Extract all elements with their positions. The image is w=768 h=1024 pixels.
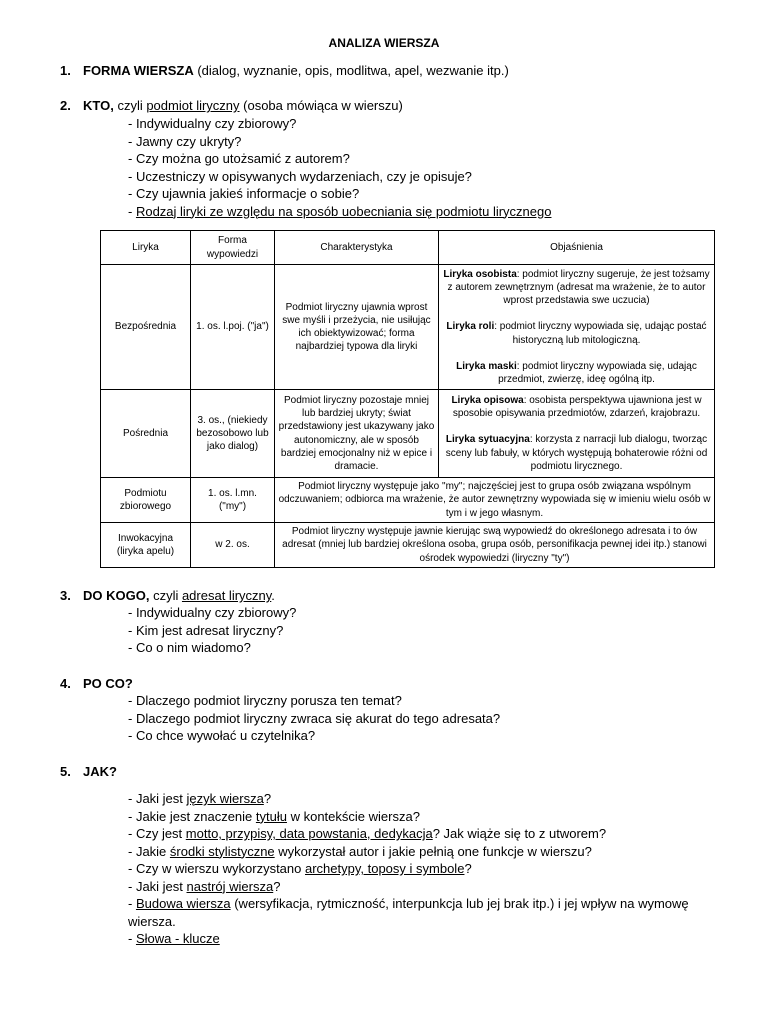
- term-bold: Liryka roli: [446, 321, 495, 333]
- table-header-row: [101, 231, 715, 265]
- list-item: - Czy jest motto, przypisy, data powstania, dedykacja? Jak wiąże się to z utworem?: [128, 826, 607, 841]
- section-heading: PO CO?: [83, 676, 133, 691]
- section-heading: KTO,: [83, 98, 114, 113]
- table-header: Objaśnienia: [439, 231, 715, 265]
- table-cell: Podmiot liryczny występuje jako "my"; najczęściej jest to grupa osób związana wspólnym odczuwaniem; odbiorca ma wrażenie, że autor zewnętrzny wypowiada się w imieniu wielu osób w tym i w jego własnym.: [275, 478, 715, 523]
- term-link: środki stylistyczne: [169, 843, 275, 859]
- section-heading: FORMA WIERSZA: [83, 63, 194, 78]
- list-item: [128, 203, 728, 221]
- term-link: tytułu: [255, 808, 287, 824]
- section-number: 1.: [60, 63, 71, 78]
- list-item: - Co o nim wiadomo?: [128, 640, 251, 655]
- section-text: .: [271, 588, 275, 603]
- section-text: (dialog, wyznanie, opis, modlitwa, apel, wezwanie itp.): [193, 63, 509, 78]
- document-title: ANALIZA WIERSZA: [328, 36, 440, 50]
- section-to-whom-questions: [128, 604, 728, 657]
- section-text: (osoba mówiąca w wierszu): [239, 98, 403, 113]
- list-item: - Jawny czy ukryty?: [128, 133, 242, 149]
- section-who-questions: [128, 115, 728, 220]
- list-item: - Jaki jest język wiersza?: [128, 791, 272, 806]
- section-form: [60, 62, 509, 80]
- list-item: - Czy można go utożsamić z autorem?: [128, 151, 350, 166]
- table-row: [101, 390, 715, 478]
- list-item: - Jakie środki stylistyczne wykorzystał autor i jakie pełnią one funkcje w wierszu?: [128, 843, 592, 859]
- table-header: Liryka: [101, 231, 191, 265]
- table-cell: Pośrednia: [101, 390, 191, 478]
- list-item: - Czy ujawnia jakieś informacje o sobie?: [128, 186, 360, 201]
- table-header: Charakterystyka: [275, 231, 439, 265]
- table-cell: 1. os. l.mn. ("my"): [191, 478, 275, 523]
- list-item: - Dlaczego podmiot liryczny zwraca się akurat do tego adresata?: [128, 710, 501, 726]
- section-how-questions: [128, 790, 728, 948]
- table-cell: w 2. os.: [191, 523, 275, 568]
- list-item: - Uczestniczy w opisywanych wydarzeniach, czy je opisuje?: [128, 168, 472, 184]
- section-who: [60, 97, 403, 115]
- section-why: [60, 675, 133, 693]
- table-header: Forma wypowiedzi: [191, 231, 275, 265]
- term-link: nastrój wiersza: [186, 878, 274, 894]
- term-link: język wiersza: [186, 791, 264, 806]
- list-item: - Co chce wywołać u czytelnika?: [128, 728, 316, 743]
- list-item: - Czy w wierszu wykorzystano archetypy, toposy i symbole?: [128, 861, 472, 876]
- list-item: - Słowa - klucze: [128, 931, 220, 946]
- term-link: adresat liryczny: [181, 588, 272, 603]
- section-how: [60, 763, 117, 781]
- table-cell: Podmiotu zbiorowego: [101, 478, 191, 523]
- term-link: archetypy, toposy i symbole: [304, 861, 465, 876]
- section-why-questions: [128, 692, 728, 745]
- section-number: 3.: [60, 588, 71, 603]
- term-desc: : podmiot liryczny wypowiada się, udając przedmiot, zwierzę, ideę ogólną itp.: [498, 360, 697, 385]
- table-cell: Inwokacyjna (liryka apelu): [101, 523, 191, 568]
- term-desc: : podmiot liryczny wypowiada się, udając postać historyczną lub mitologiczną.: [494, 321, 707, 346]
- term-link: Budowa wiersza: [135, 896, 231, 911]
- section-to-whom: [60, 587, 275, 605]
- list-item: - Budowa wiersza (wersyfikacja, rytmiczność, interpunkcja lub jej brak itp.) i jej wpływ na wymowę: [128, 896, 689, 911]
- term-desc: : podmiot liryczny sugeruje, że jest tożsamy z autorem zewnętrznym (adresat ma wrażenie, że to autor wprost przedstawia swe uczucia): [447, 268, 710, 307]
- list-item-continuation: wiersza.: [128, 913, 176, 929]
- term-link: motto, przypisy, data powstania, dedykacja: [185, 826, 433, 841]
- list-item: - Kim jest adresat liryczny?: [128, 622, 284, 638]
- section-text: czyli: [149, 588, 182, 603]
- table-cell: 1. os. l.poj. ("ja"): [191, 265, 275, 390]
- table-cell: 3. os., (niekiedy bezosobowo lub jako dialog): [191, 390, 275, 478]
- term-bold: Liryka sytuacyjna: [445, 434, 530, 446]
- section-heading: DO KOGO,: [83, 588, 150, 603]
- term-link: podmiot liryczny: [146, 98, 240, 113]
- table-cell: [439, 265, 715, 390]
- table-row: [101, 265, 715, 390]
- list-item: - Jakie jest znaczenie tytułu w kontekście wiersza?: [128, 808, 420, 824]
- section-heading: JAK?: [83, 764, 117, 779]
- lyric-types-table: [100, 230, 715, 568]
- term-desc: : osobista perspektywa ujawniona jest w sposobie opisywania przedmiotów, zdarzeń, krajobrazu.: [452, 394, 702, 420]
- list-item: - Indywidualny czy zbiorowy?: [128, 116, 297, 131]
- table-cell: Podmiot liryczny pozostaje mniej lub bardziej ukryty; świat przedstawiony jest ukazywany jako autonomiczny, ale w sposób bardziej emocjonalny niż w epice i dramacie.: [275, 390, 439, 478]
- term-bold: Liryka opisowa: [451, 394, 524, 406]
- list-dash: -: [128, 203, 136, 219]
- list-item: - Indywidualny czy zbiorowy?: [128, 605, 297, 620]
- table-row: [101, 478, 715, 523]
- table-cell: [439, 390, 715, 478]
- table-row: [101, 523, 715, 568]
- section-text: czyli: [113, 98, 147, 113]
- section-number: 4.: [60, 676, 71, 691]
- term-desc: : korzysta z narracji lub dialogu, tworząc sceny lub fabuły, w których występują bohaterowie różni od podmiotu lirycznego.: [445, 434, 708, 472]
- term-bold: Liryka osobista: [443, 268, 517, 280]
- term-link: Rodzaj liryki ze względu na sposób uobecniania się podmiotu lirycznego: [135, 203, 552, 219]
- section-number: 2.: [60, 98, 71, 113]
- term-bold: Liryka maski: [456, 360, 517, 372]
- table-cell: Podmiot liryczny występuje jawnie kierując swą wypowiedź do określonego adresata i to ów adresat (mniej lub bardziej określona osoba, grupa osób, personifikacja pewnej idei itp.) stanowi ośrodek wypowiedzi (liryczny "ty"): [275, 523, 715, 568]
- list-item: - Dlaczego podmiot liryczny porusza ten temat?: [128, 693, 402, 708]
- table-cell: Bezpośrednia: [101, 265, 191, 390]
- table-cell: Podmiot liryczny ujawnia wprost swe myśli i przeżycia, nie usiłując ich obiektywizować; forma najbardziej typowa dla liryki: [275, 265, 439, 390]
- section-number: 5.: [60, 764, 71, 779]
- term-link: Słowa - klucze: [135, 931, 220, 946]
- list-item: - Jaki jest nastrój wiersza?: [128, 878, 281, 894]
